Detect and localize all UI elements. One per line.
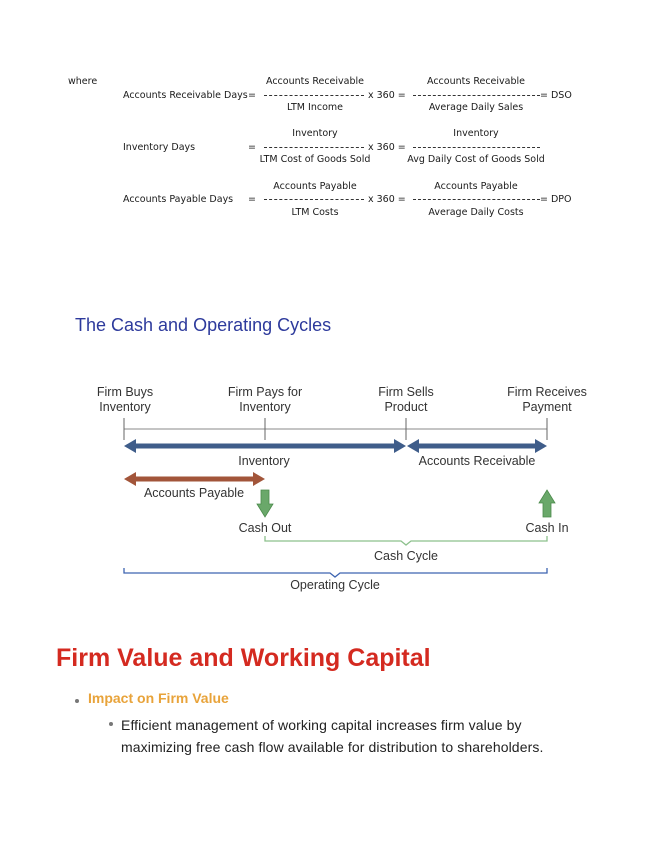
- accounts-payable-arrow: [124, 472, 265, 486]
- denominator-2: Avg Daily Cost of Goods Sold: [407, 154, 545, 165]
- operating-cycle-bracket: [124, 568, 547, 577]
- event-label-buys: Inventory: [99, 400, 151, 414]
- cash-operating-cycle-diagram: [60, 305, 600, 605]
- fraction-bar: [264, 147, 364, 148]
- event-label-pays: Firm Pays for: [227, 385, 303, 399]
- event-label-pays: Inventory: [239, 400, 291, 414]
- denominator-1: LTM Cost of Goods Sold: [259, 154, 371, 165]
- accounts-receivable-arrow: [407, 439, 547, 453]
- formula-block: [0, 0, 655, 240]
- bullet-dot: [75, 699, 79, 703]
- equals-sign: =: [248, 142, 256, 153]
- numerator-2: Accounts Payable: [434, 181, 518, 192]
- cash-in-label: Cash In: [525, 521, 569, 535]
- fraction-bar: [413, 147, 540, 148]
- fraction-bar: [264, 95, 364, 96]
- numerator-2: Inventory: [453, 128, 499, 139]
- formula-label-ar-days: Accounts Receivable Days: [123, 90, 248, 101]
- operating-cycle-label: Operating Cycle: [290, 578, 380, 592]
- bullet-dot: [109, 722, 113, 726]
- cash-cycle-label: Cash Cycle: [374, 549, 438, 563]
- numerator-1: Inventory: [292, 128, 338, 139]
- multiplier: x 360 =: [368, 194, 406, 205]
- formula-label-ap-days: Accounts Payable Days: [123, 194, 234, 205]
- cash-out-label: Cash Out: [238, 521, 292, 535]
- formula-result: = DPO: [540, 194, 572, 205]
- fraction-bar: [264, 199, 364, 200]
- denominator-1: LTM Income: [287, 102, 343, 113]
- fraction-bar: [413, 199, 540, 200]
- cash-cycle-bracket: [265, 536, 547, 545]
- diagram-title: The Cash and Operating Cycles: [75, 315, 332, 335]
- event-label-sells: Firm Sells: [378, 385, 434, 399]
- denominator-1: LTM Costs: [291, 207, 339, 218]
- multiplier: x 360 =: [368, 90, 406, 101]
- equals-sign: =: [248, 194, 256, 205]
- section-title: Firm Value and Working Capital: [56, 644, 431, 672]
- formula-label-inventory-days: Inventory Days: [123, 142, 196, 153]
- numerator-2: Accounts Receivable: [426, 76, 526, 87]
- cash-out-arrow: [257, 490, 273, 517]
- numerator-1: Accounts Receivable: [265, 76, 365, 87]
- bullet-heading: Impact on Firm Value: [88, 690, 229, 706]
- event-label-receives: Firm Receives: [507, 385, 587, 399]
- denominator-2: Average Daily Costs: [428, 207, 524, 218]
- denominator-2: Average Daily Sales: [428, 102, 524, 113]
- inventory-label: Inventory: [238, 454, 290, 468]
- formula-result: = DSO: [540, 90, 572, 101]
- multiplier: x 360 =: [368, 142, 406, 153]
- accounts-payable-label: Accounts Payable: [143, 486, 245, 500]
- accounts-receivable-label: Accounts Receivable: [418, 454, 536, 468]
- sub-bullet-text: Efficient management of working capital increases firm value by maximizing free cash flow available for distribution to shareholders.: [121, 717, 544, 755]
- equals-sign: =: [248, 90, 256, 101]
- numerator-1: Accounts Payable: [273, 181, 357, 192]
- where-label: where: [68, 76, 98, 87]
- event-label-buys: Firm Buys: [96, 385, 154, 399]
- inventory-arrow: [124, 439, 406, 453]
- event-label-receives: Payment: [522, 400, 572, 414]
- cash-in-arrow: [539, 490, 555, 517]
- fraction-bar: [413, 95, 540, 96]
- event-label-sells: Product: [384, 400, 428, 414]
